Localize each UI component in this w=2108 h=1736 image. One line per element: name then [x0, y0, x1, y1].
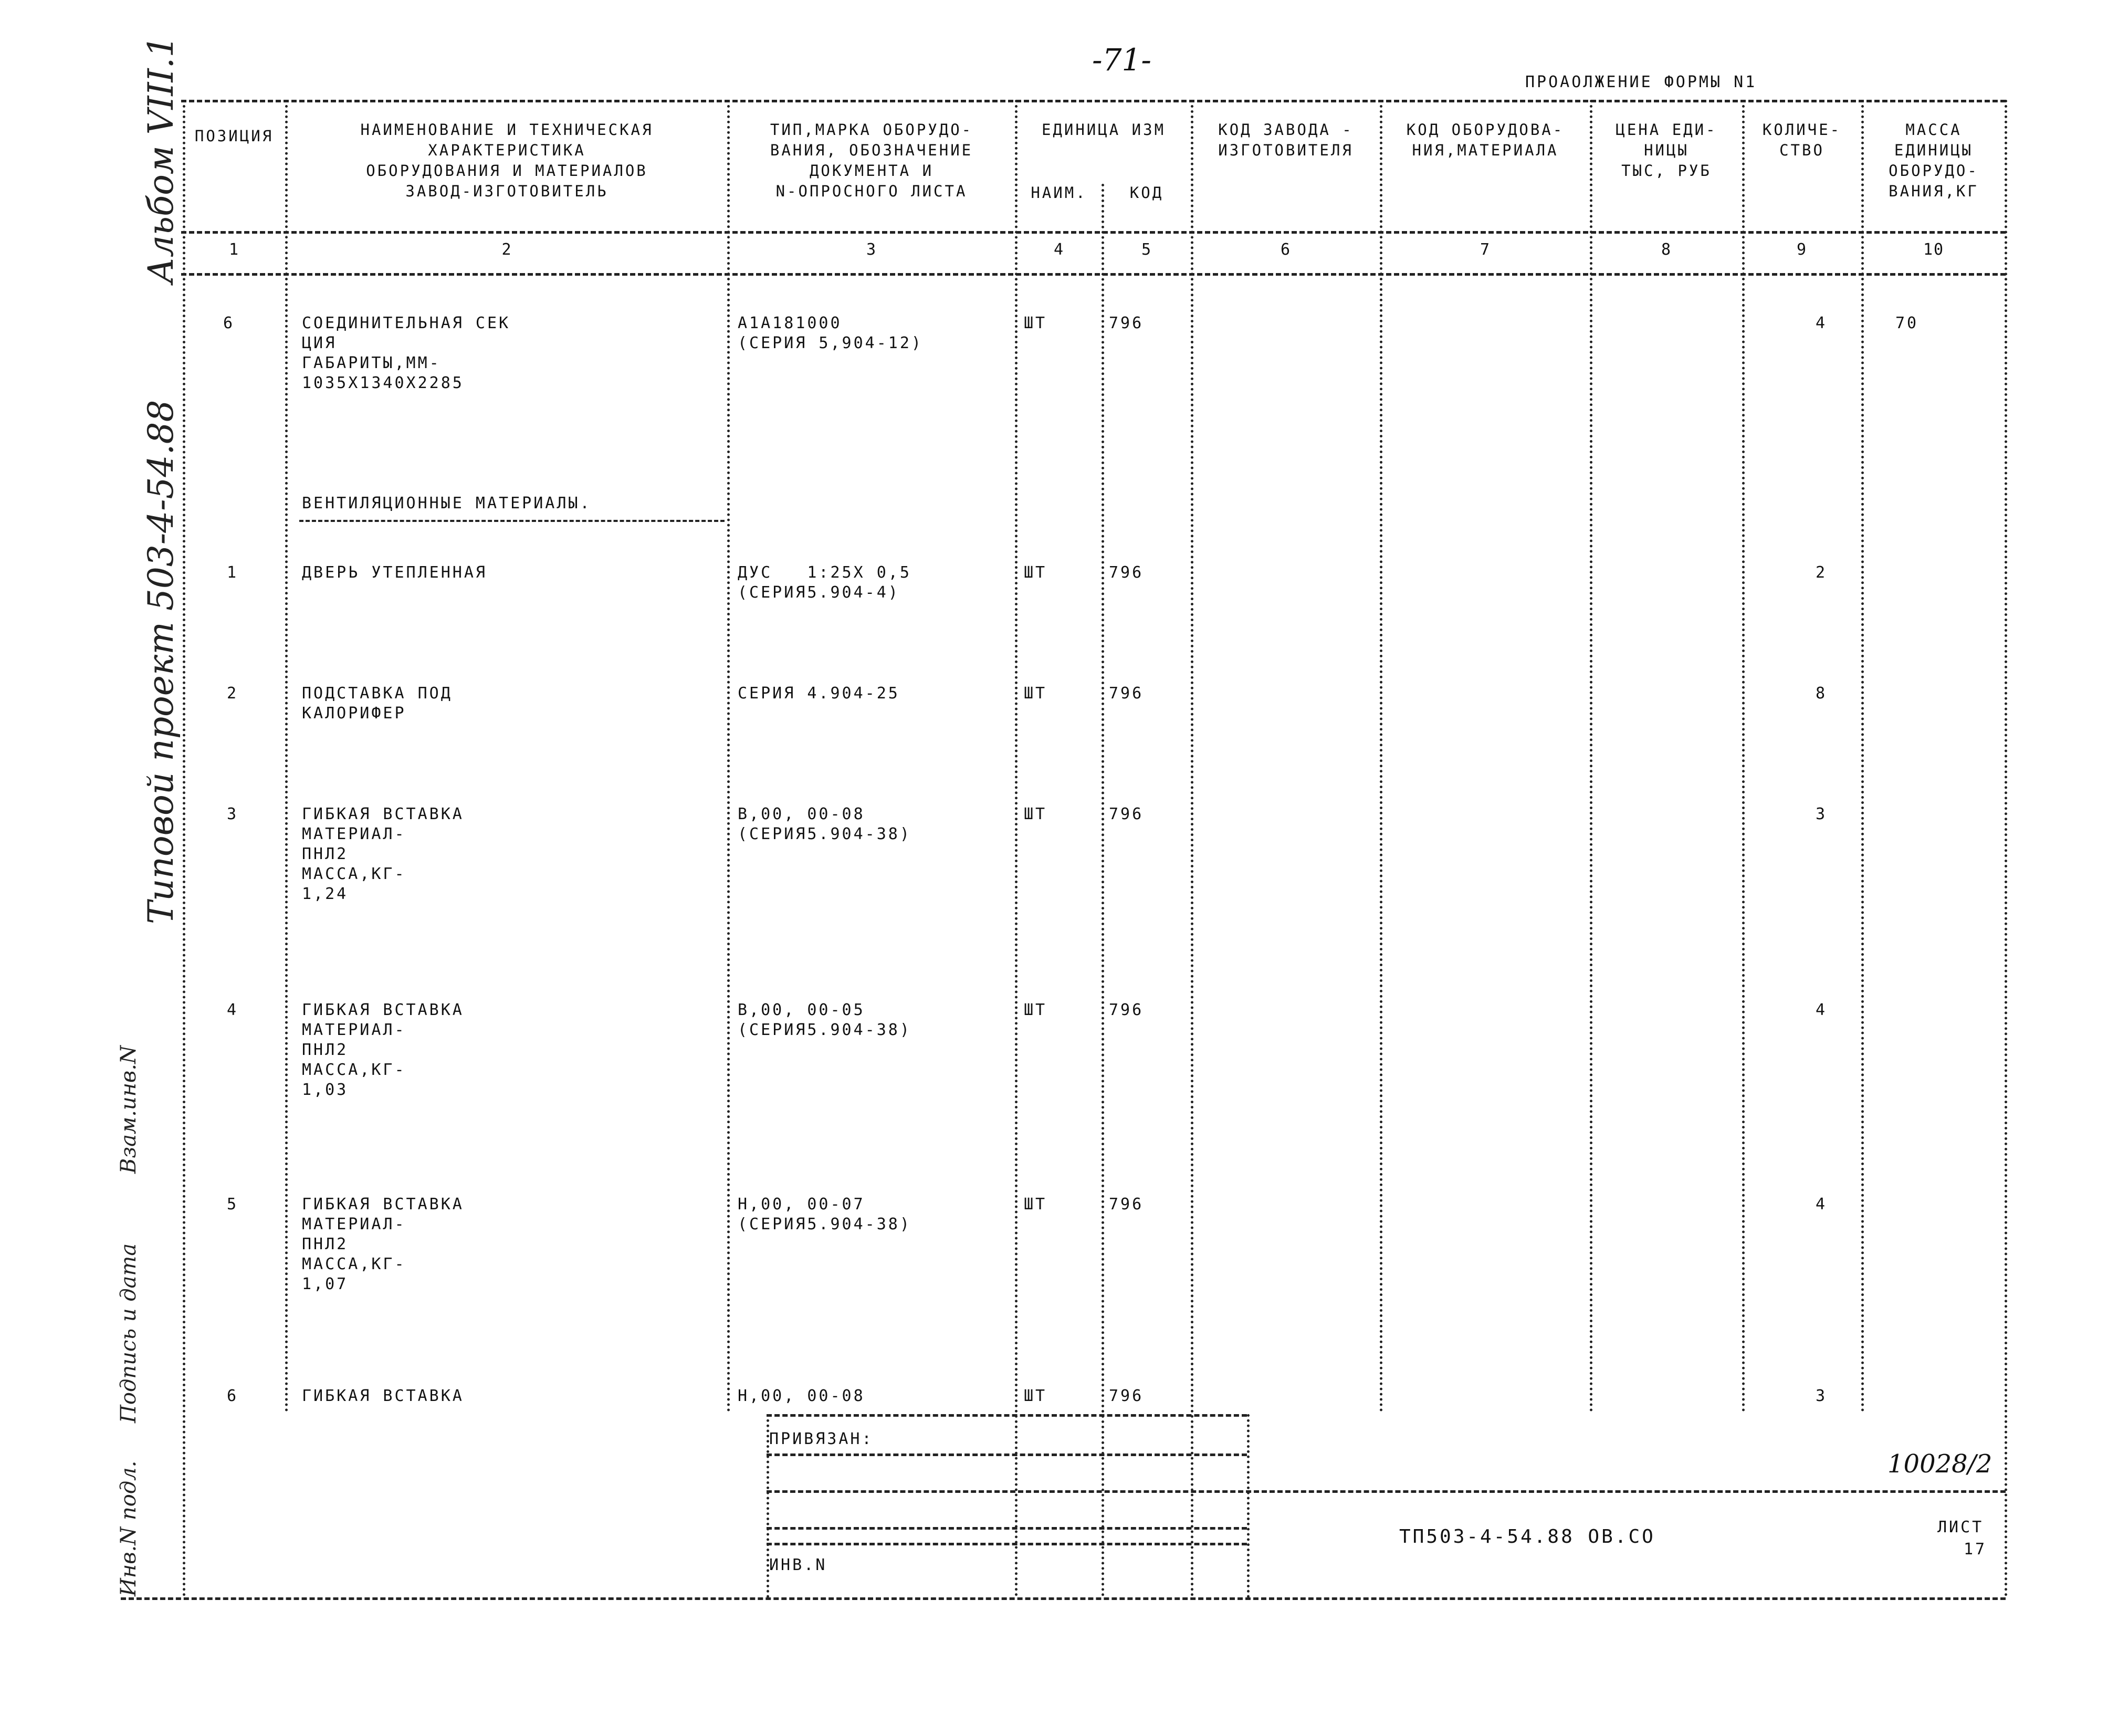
- row-type: В,00, 00-08 (СЕРИЯ5.904-38): [738, 805, 911, 843]
- row-type: В,00, 00-05 (СЕРИЯ5.904-38): [738, 1001, 911, 1039]
- row-name: ГИБКАЯ ВСТАВКА: [302, 1387, 464, 1405]
- row-code: 796: [1109, 1001, 1144, 1019]
- row-code: 796: [1109, 563, 1144, 582]
- row-name: ПОДСТАВКА ПОД КАЛОРИФЕР: [302, 684, 453, 723]
- row-position: 6: [227, 1387, 239, 1405]
- row-unit: ШТ: [1024, 1001, 1047, 1019]
- stamp-line: [767, 1527, 1247, 1530]
- section-heading: ВЕНТИЛЯЦИОННЫЕ МАТЕРИАЛЫ.: [302, 494, 592, 513]
- col-line: [727, 100, 730, 1413]
- table-bottom-border: [121, 1597, 2006, 1600]
- stamp-doc-code: ТП503-4-54.88 ОВ.СО: [1399, 1526, 1655, 1547]
- header-naim: НАИМ.: [1031, 184, 1087, 202]
- colnum-divider: [181, 273, 2006, 276]
- continuation-label: ПРОАОЛЖЕНИЕ ФОРМЫ N1: [1525, 73, 1757, 91]
- row-name: ГИБКАЯ ВСТАВКА МАТЕРИАЛ- ПНЛ2 МАССА,КГ- 1,24: [302, 805, 464, 903]
- col-num-4: 4: [1053, 240, 1065, 259]
- stamp-line: [767, 1453, 1247, 1456]
- header-kod-zavoda: КОД ЗАВОДА - ИЗГОТОВИТЕЛЯ: [1218, 121, 1354, 159]
- row-code: 796: [1109, 1195, 1144, 1214]
- col-line: [1861, 100, 1864, 1413]
- row-qty: 2: [1816, 563, 1828, 582]
- header-pozitsiya: ПОЗИЦИЯ: [194, 127, 274, 145]
- col-line: [1191, 100, 1193, 1597]
- col-line: [183, 100, 185, 1597]
- margin-vzam: Взам.инв.N: [117, 1045, 141, 1174]
- table-top-border: [181, 100, 2006, 102]
- row-qty: 3: [1816, 1387, 1828, 1405]
- row-type: СЕРИЯ 4.904-25: [738, 684, 900, 703]
- stamp-list-number: 17: [1964, 1540, 1987, 1559]
- row-name: СОЕДИНИТЕЛЬНАЯ СЕК ЦИЯ ГАБАРИТЫ,ММ- 1035X1340X2285: [302, 314, 511, 392]
- col-num-2: 2: [501, 240, 512, 259]
- row-qty: 3: [1816, 805, 1828, 823]
- col-num-8: 8: [1661, 240, 1672, 259]
- row-type: А1А181000 (СЕРИЯ 5,904-12): [738, 314, 923, 352]
- margin-inv: Инв.N подл.: [117, 1460, 141, 1596]
- row-unit: ШТ: [1024, 314, 1047, 332]
- row-position: 2: [227, 684, 239, 703]
- header-divider: [181, 231, 2006, 234]
- col-line: [1742, 100, 1745, 1413]
- row-position: 4: [227, 1001, 239, 1019]
- col-line: [1015, 100, 1018, 1597]
- row-unit: ШТ: [1024, 1387, 1047, 1405]
- col-num-3: 3: [866, 240, 877, 259]
- header-naimenovanie: НАИМЕНОВАНИЕ И ТЕХНИЧЕСКАЯ ХАРАКТЕРИСТИКА ОБОРУДОВАНИЯ И МАТЕРИАЛОВ ЗАВОД-ИЗГОТОВИТЕЛЬ: [360, 121, 654, 200]
- col-num-6: 6: [1280, 240, 1292, 259]
- row-name: ГИБКАЯ ВСТАВКА МАТЕРИАЛ- ПНЛ2 МАССА,КГ- 1,03: [302, 1001, 464, 1099]
- header-kod: КОД: [1129, 184, 1164, 202]
- row-name: ДВЕРЬ УТЕПЛЕННАЯ: [302, 563, 487, 582]
- row-unit: ШТ: [1024, 684, 1047, 703]
- row-code: 796: [1109, 314, 1144, 332]
- row-code: 796: [1109, 1387, 1144, 1405]
- col-line: [1102, 184, 1104, 1597]
- header-kolichestvo: КОЛИЧЕ- СТВО: [1762, 121, 1842, 159]
- row-code: 796: [1109, 684, 1144, 703]
- stamp-border: [1247, 1414, 1250, 1598]
- col-line: [2005, 100, 2007, 1597]
- row-position: 6: [223, 314, 235, 332]
- row-name: ГИБКАЯ ВСТАВКА МАТЕРИАЛ- ПНЛ2 МАССА,КГ- 1,07: [302, 1195, 464, 1293]
- row-unit: ШТ: [1024, 563, 1047, 582]
- row-position: 1: [227, 563, 239, 582]
- page-number: -71-: [1092, 42, 1151, 78]
- row-position: 5: [227, 1195, 239, 1214]
- row-code: 796: [1109, 805, 1144, 823]
- header-tip-marka: ТИП,МАРКА ОБОРУДО- ВАНИЯ, ОБОЗНАЧЕНИЕ ДОКУМЕНТА И N-ОПРОСНОГО ЛИСТА: [770, 121, 973, 200]
- stamp-line: [767, 1543, 1247, 1545]
- stamp-inv-n: ИНВ.N: [769, 1556, 827, 1574]
- margin-podpis: Подпись и дата: [117, 1243, 141, 1423]
- row-position: 3: [227, 805, 239, 823]
- col-num-10: 10: [1923, 240, 1945, 259]
- stamp-privyazan: ПРИВЯЗАН:: [769, 1430, 874, 1448]
- row-type: ДУС 1:25X 0,5 (СЕРИЯ5.904-4): [738, 563, 911, 602]
- row-type: Н,00, 00-08: [738, 1387, 865, 1405]
- stamp-line: [767, 1490, 2006, 1493]
- header-edinitsa: ЕДИНИЦА ИЗМ: [1041, 121, 1166, 139]
- col-line: [1590, 100, 1592, 1413]
- row-type: Н,00, 00-07 (СЕРИЯ5.904-38): [738, 1195, 911, 1233]
- header-kod-oborud: КОД ОБОРУДОВА- НИЯ,МАТЕРИАЛА: [1406, 121, 1565, 159]
- row-qty: 4: [1816, 1001, 1828, 1019]
- col-line: [285, 100, 288, 1413]
- col-num-9: 9: [1796, 240, 1808, 259]
- col-num-5: 5: [1141, 240, 1152, 259]
- row-mass: 70: [1895, 314, 1919, 332]
- col-num-1: 1: [228, 240, 240, 259]
- section-underline: [299, 520, 725, 522]
- col-num-7: 7: [1480, 240, 1491, 259]
- header-tsena: ЦЕНА ЕДИ- НИЦЫ ТЫС, РУБ: [1616, 121, 1717, 180]
- stamp-top-line: [767, 1414, 1247, 1417]
- row-unit: ШТ: [1024, 805, 1047, 823]
- row-qty: 8: [1816, 684, 1828, 703]
- row-qty: 4: [1816, 314, 1828, 332]
- header-massa: МАССА ЕДИНИЦЫ ОБОРУДО- ВАНИЯ,КГ: [1889, 121, 1979, 200]
- margin-album: Альбом VIII.1: [141, 35, 181, 284]
- row-qty: 4: [1816, 1195, 1828, 1214]
- stamp-handwritten-number: 10028/2: [1887, 1449, 1992, 1479]
- col-line: [1380, 100, 1382, 1413]
- stamp-list-label: ЛИСТ: [1937, 1518, 1984, 1536]
- margin-project: Типовой проект 503-4-54.88: [141, 400, 181, 924]
- row-unit: ШТ: [1024, 1195, 1047, 1214]
